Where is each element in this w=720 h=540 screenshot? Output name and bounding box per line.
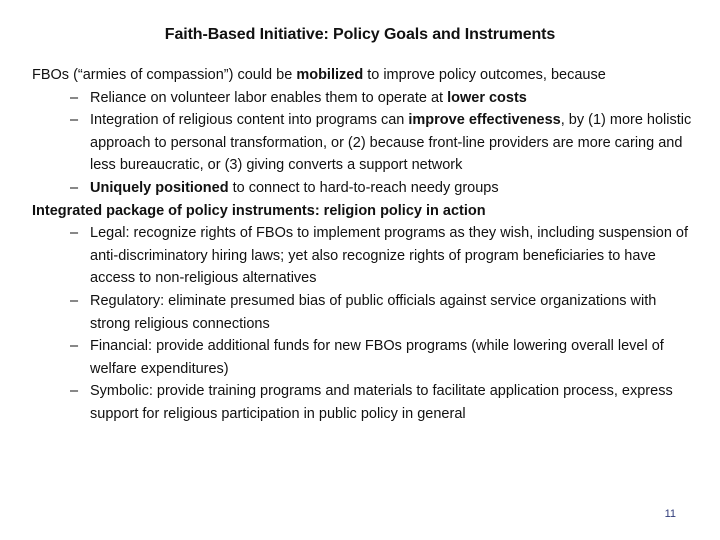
dash-marker: – — [70, 383, 79, 400]
bullet-text: Legal: recognize rights of FBOs to implement programs as they wish, including suspension of anti-discriminatory hiring laws; yet also recognize rights of program beneficiaries to have access to non-religious alternatives — [90, 225, 689, 287]
dash-marker: – — [70, 179, 79, 196]
bullet-text — [90, 109, 692, 177]
bullet-text: Symbolic: provide training programs and materials to facilitate application process, express support for religious participation in public policy in general — [90, 383, 673, 422]
bullet-text: Financial: provide additional funds for new FBOs programs (while lowering overall level of welfare expenditures) — [90, 338, 664, 377]
bullet-bold: Uniquely positioned — [90, 179, 229, 196]
section1-bullet-3 — [32, 177, 692, 200]
bullet-bold: lower costs — [447, 89, 527, 106]
bullet-text-a: Integration of religious content into programs can — [90, 112, 409, 129]
section2-bullet-financial — [32, 335, 692, 380]
section1-bullet-1 — [32, 87, 692, 110]
section1-lead-text-c: to improve policy outcomes, because — [363, 67, 606, 83]
bullet-text: Regulatory: eliminate presumed bias of public officials against service organizations with strong religious connections — [90, 292, 657, 332]
page-number: 11 — [664, 508, 676, 520]
bullet-bold: improve effectiveness — [408, 112, 561, 129]
section2-bullet-symbolic — [32, 380, 692, 425]
section2-bullet-legal — [32, 222, 692, 290]
dash-marker: – — [70, 292, 79, 309]
section1-bullet-2 — [32, 109, 692, 177]
section2-lead-bold: Integrated package of policy instruments: religion policy in action — [32, 202, 486, 219]
slide-title: Faith-Based Initiative: Policy Goals and Instruments — [164, 26, 556, 43]
section2-bullet-regulatory — [32, 290, 692, 335]
slide-body — [32, 64, 692, 426]
dash-marker: – — [70, 112, 79, 129]
bullet-text-c: , by (1) more holistic approach to personal transformation, or (2) because front-line providers are more caring and less bureaucratic, or (3) giving converts a support network — [90, 112, 692, 174]
bullet-text — [90, 177, 692, 200]
dash-marker: – — [70, 338, 79, 355]
bullet-text-c: to connect to hard-to-reach needy groups — [228, 179, 499, 196]
section1-lead-bold: mobilized — [296, 67, 364, 83]
section1-lead — [32, 64, 692, 87]
bullet-text — [90, 87, 692, 110]
bullet-text-a: Reliance on volunteer labor enables them to operate at — [90, 89, 448, 106]
dash-marker: – — [70, 225, 79, 242]
section2-lead — [32, 200, 692, 223]
dash-marker: – — [70, 89, 79, 106]
section1-lead-text-a: FBOs (“armies of compassion”) could be — [32, 67, 297, 83]
